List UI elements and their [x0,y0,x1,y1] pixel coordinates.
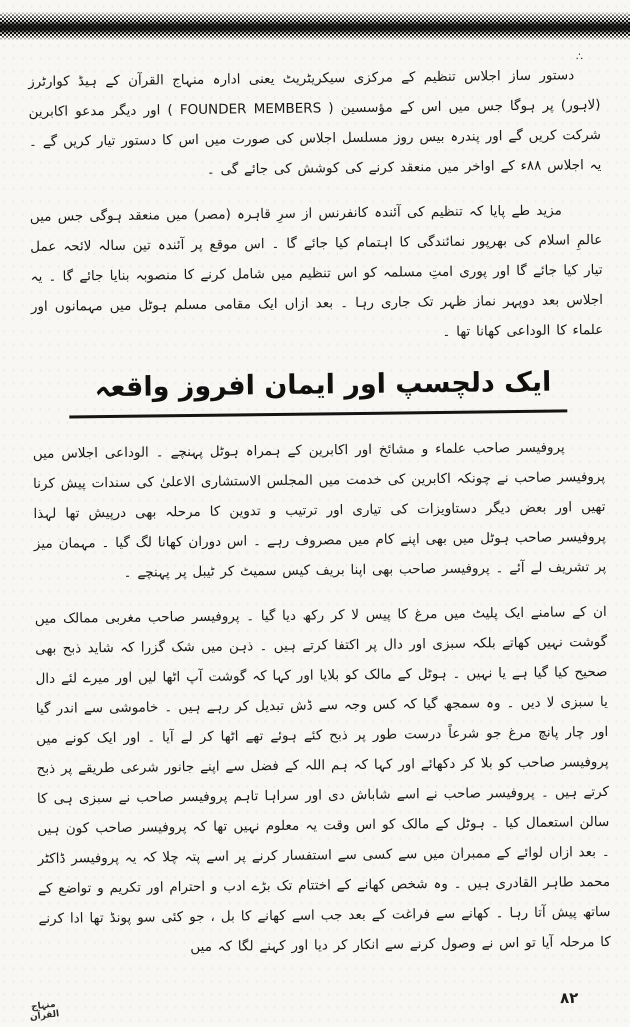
paragraph-founding-session: دستور ساز اجلاس تنظیم کے مرکزی سیکریٹریٹ یعنی ادارہ منہاج القرآن کے ہیڈ کوارٹرز (لاہور) پر ہوگا جس میں اس کے مؤسسین ( FOUNDER MEMBERS ) اور دیگر مدعو اکابرین شرکت کریں گے اور پندرہ بیس روز مسلسل اجلاس کی صورت میں اس کا دستور تیار کریں گے ۔ یہ اجلاس ۸۸ء کے اواخر میں منعقد کرنے کی کوشش کی جائے گی ۔ [28,67,602,178]
paragraph-next-conference: مزید طے پایا کہ تنظیم کی آئندہ کانفرنس از سرِ قاہرہ (مصر) میں منعقد ہوگی جس میں عالمِ اسلام کی بھرپور نمائندگی کا اہتمام کیا جائے گا ۔ اس موقع پر آئندہ تین سالہ لائحہ عمل تیار کیا جائے گا اور پوری امتِ مسلمہ کو اس تنظیم میں شامل کرنے کا منصوبہ بنایا جائے گا ۔ یہ اجلاس بعد دوپہر نماز ظہر تک جاری رہا ۔ بعد ازاں ایک مقامی مسلم ہوٹل میں مہمانوں اور علماء کا الوداعی کھانا تھا ۔ [29,202,604,340]
paragraph-marker-ornament: ∴ [575,50,585,64]
page-content [28,50,611,978]
paragraph-farewell-session: پروفیسر صاحب علماء و مشائخ اور اکابرین کے ہمراہ ہوٹل پہنچے ۔ الوداعی اجلاس میں پروفیسر صاحب نے چونکہ اکابرین کی خدمت میں المجلس الاستشاری الاعلیٰ کی سندات پیش کرنا تھیں اور بعض دیگر دستاویزات کی تیاری اور ترتیب و تدوین کا مرحلہ بھی درپیش تھا لہذا پروفیسر صاحب ہوٹل میں بھی اپنے کام میں مصروف رہے ۔ اس دوران کھانا لگ گیا ۔ مہمان میز پر تشریف لے آئے ۔ پروفیسر صاحب بھی اپنا بریف کیس سمیٹ کر ٹیبل پر پہنچے ۔ [32,438,607,581]
paragraph-hotel-incident: ان کے سامنے ایک پلیٹ میں مرغ کا پیس لا کر رکھ دیا گیا ۔ پروفیسر صاحب مغربی ممالک میں گوشت نہیں کھاتے بلکہ سبزی اور دال پر اکتفا کرتے ہیں ۔ ذہن میں شک گزرا کہ شاید ذبح بھی صحیح کیا گیا ہے یا نہیں ۔ ہوٹل کے مالک کو بلایا اور کہا کہ گوشت آپ اٹھا لیں اور میرے لئے دال یا سبزی لا دیں ۔ وہ سمجھ گیا کہ کس وجہ سے ڈش تبدیل کر رہے ہیں ۔ خاموشی سے اندر گیا اور چار پانچ مرغ جو شرعاً درست طور پر ذبح کئے ہوئے تھے اٹھا کر لے آیا ۔ اور ایک کونے میں پروفیسر صاحب کو بلا کر دکھائے اور کہا کہ ہم اللہ کے فضل سے اپنے جانور شرعی طریقے پر ذبح کرتے ہیں ۔ پروفیسر صاحب نے اسے شاباش دی اور سراہا تاہم پروفیسر صاحب نے سبزی ہی کا سالن استعمال کیا ۔ ہوٹل کے مالک کو اس وقت یہ معلوم نہیں تھا کہ پروفیسر صاحب کون ہیں ۔ بعد ازاں لوائے کے ممبران میں سے کسی سے استفسار کرنے پر اسے پتہ چلا کہ یہ پروفیسر ڈاکٹر محمد طاہر القادری ہیں ۔ وہ شخص کھانے کے اختتام تک بڑے ادب و احترام اور تکریم و تواضع کے ساتھ پیش آتا رہا ۔ کھانے سے فراغت کے بعد جب اسے کھانے کا بل ، جو کئی سو پونڈ تھا ادا کرنے کا مرحلہ آیا تو اس نے وصول کرنے سے انکار کر دیا اور کہنے لگا کہ میں [34,603,611,955]
page-number: ۸۲ [559,988,579,1008]
section-heading-wrap [32,360,605,418]
publisher-stamp: منہاج القرآن [29,999,60,1023]
section-heading: ایک دلچسپ اور ایمان افروز واقعہ [68,362,567,418]
decorative-halftone-border [0,12,630,40]
